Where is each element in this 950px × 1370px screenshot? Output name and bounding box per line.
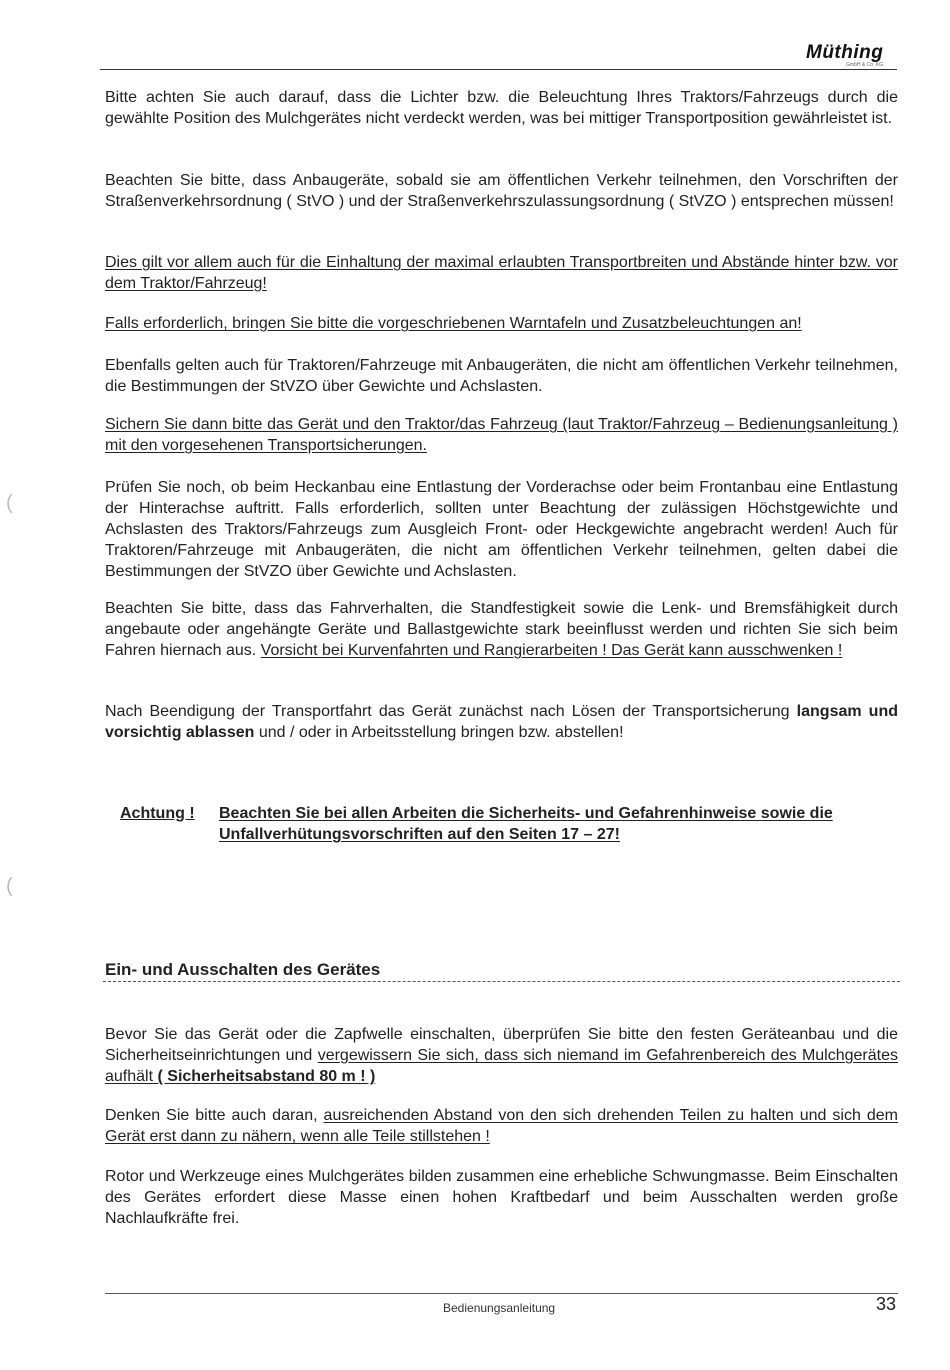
lowering-emphasis: langsam und vorsichtig ablassen	[105, 703, 898, 741]
cornering-caution-text: Vorsicht bei Kurvenfahrten und Rangierarbeiten ! Das Gerät kann ausschwenken !	[260, 642, 843, 659]
page-number: 33	[876, 1294, 897, 1314]
paragraph-transport-widths: Dies gilt vor allem auch für die Einhaltung der maximal erlaubten Transportbreiten und Abstände hinter bzw. vor dem Traktor/Fahrzeug!	[105, 254, 898, 292]
rotating-parts-warning: ausreichenden Abstand von den sich drehenden Teilen zu halten und sich dem Gerät erst dann zu nähern, wenn alle Teile stillstehen !	[105, 1107, 898, 1145]
paragraph-lighting: Bitte achten Sie auch darauf, dass die Lichter bzw. die Beleuchtung Ihres Traktors/Fahrzeugs durch die gewählte Position des Mulchgerätes nicht verdeckt werden, was bei mittiger Transportposition gewährleistet ist.	[105, 89, 898, 127]
header-rule	[100, 69, 897, 70]
footer-title: Bedienungsanleitung	[443, 1301, 556, 1315]
lowering-text-a: Nach Beendigung der Transportfahrt das Gerät zunächst nach Lösen der Transportsicherung	[105, 703, 797, 720]
section-rule	[103, 981, 900, 982]
company-logo: Müthing	[806, 42, 884, 63]
paragraph-rotating-parts	[105, 1105, 898, 1147]
warning-text: Beachten Sie bei allen Arbeiten die Sicherheits- und Gefahrenhinweise sowie die Unfallverhütungsvorschriften auf den Seiten 17 – 27!	[219, 805, 833, 843]
rotating-parts-intro: Denken Sie bitte auch daran,	[105, 1107, 324, 1124]
paragraph-road-regulations: Beachten Sie bitte, dass Anbaugeräte, sobald sie am öffentlichen Verkehr teilnehmen, den Vorschriften der Straßenverkehrsordnung ( StVO ) und der Straßenverkehrszulassungsordnung ( StVZO ) entsprechen müssen!	[105, 172, 898, 210]
paragraph-before-switching-on	[105, 1024, 898, 1087]
switching-on-text: Bevor Sie das Gerät oder die Zapfwelle einschalten, überprüfen Sie bitte den festen Geräteanbau und die Sicherheitseinrichtungen und	[105, 1026, 898, 1064]
company-logo-subtitle: GmbH & Co. KG	[846, 62, 883, 68]
paragraph-axle-relief: Prüfen Sie noch, ob beim Heckanbau eine Entlastung der Vorderachse oder beim Frontanbau eine Entlastung der Hinterachse auftritt. Falls erforderlich, sollten unter Beachtung der zulässigen Höchstgewichte und Achslasten des Traktors/Fahrzeugs zum Ausgleich Front- oder Heckgewichte angebracht werden! Auch für Traktoren/Fahrzeuge mit Anbaugeräten, die nicht am öffentlichen Verkehr teilnehmen, gelten dabei die Bestimmungen der StVZO über Gewichte und Achslasten.	[105, 479, 898, 580]
driving-behaviour-text: Beachten Sie bitte, dass das Fahrverhalten, die Standfestigkeit sowie die Lenk- und Bremsfähigkeit durch angebaute oder angehängte Geräte und Ballastgewichte stark beeinflusst werden und richten Sie sich beim Fahren hiernach aus.	[105, 600, 898, 659]
paragraph-warning-signs: Falls erforderlich, bringen Sie bitte die vorgeschriebenen Warntafeln und Zusatzbeleuchtungen an!	[105, 315, 802, 332]
punch-mark: (	[6, 875, 13, 897]
safety-distance-text: ( Sicherheitsabstand 80 m ! )	[153, 1068, 376, 1085]
paragraph-weights-axle-loads: Ebenfalls gelten auch für Traktoren/Fahrzeuge mit Anbaugeräten, die nicht am öffentlichen Verkehr teilnehmen, die Bestimmungen der StVZO über Gewichte und Achslasten.	[105, 357, 898, 395]
paragraph-flywheel-mass: Rotor und Werkzeuge eines Mulchgerätes bilden zusammen eine erhebliche Schwungmasse. Beim Einschalten des Gerätes erfordert diese Masse einen hohen Kraftbedarf und beim Ausschalten werden große Nachlaufkräfte frei.	[105, 1168, 898, 1227]
paragraph-transport-securing: Sichern Sie dann bitte das Gerät und den Traktor/das Fahrzeug (laut Traktor/Fahrzeug – Bedienungsanleitung ) mit den vorgesehenen Transportsicherungen.	[105, 416, 898, 454]
warning-label: Achtung !	[120, 805, 195, 822]
section-title: Ein- und Ausschalten des Gerätes	[105, 960, 381, 979]
paragraph-driving-behaviour	[105, 598, 898, 661]
danger-zone-text: vergewissern Sie sich, dass sich niemand im Gefahrenbereich des Mulchgerätes aufhält	[105, 1047, 899, 1085]
lowering-text-b: und / oder in Arbeitsstellung bringen bzw. abstellen!	[254, 724, 624, 741]
paragraph-lowering	[105, 701, 898, 743]
punch-mark: (	[6, 492, 13, 514]
footer-rule	[105, 1293, 898, 1294]
